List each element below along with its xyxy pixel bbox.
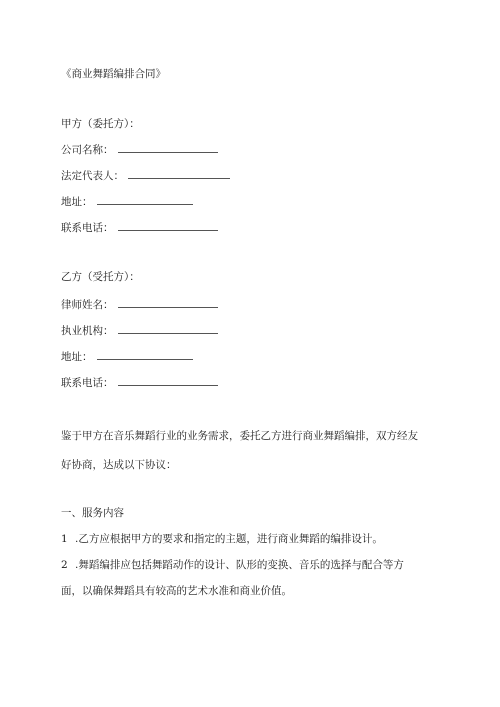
firm-label: 执业机构： — [61, 325, 114, 337]
party-a-heading: 甲方（委托方）： — [61, 118, 140, 130]
legal-rep-label: 法定代表人： — [61, 170, 124, 182]
party-a-company-row — [61, 142, 218, 157]
party-a-address-blank[interactable] — [97, 194, 193, 205]
party-b-heading: 乙方（受托方）： — [61, 271, 140, 283]
document-title: 《商业舞蹈编排合同》 — [61, 68, 166, 80]
party-a-phone-label: 联系电话： — [61, 222, 114, 234]
party-b-phone-blank[interactable] — [118, 375, 218, 386]
legal-rep-blank[interactable] — [128, 168, 230, 179]
section-1-item-2-line-1 — [61, 558, 404, 572]
item-2-text-line-1: .舞蹈编排应包括舞蹈动作的设计、队形的变换、音乐的选择与配合等方 — [75, 559, 404, 571]
party-b-phone-label: 联系电话： — [61, 377, 114, 389]
firm-blank[interactable] — [118, 323, 218, 334]
party-a-address-row — [61, 194, 193, 209]
section-1-item-1 — [61, 532, 383, 546]
party-b-address-blank[interactable] — [97, 349, 193, 360]
item-1-text: .乙方应根据甲方的要求和指定的主题，进行商业舞蹈的编排设计。 — [75, 533, 383, 545]
item-2-number: 2 — [61, 559, 68, 571]
party-a-address-label: 地址： — [61, 196, 93, 208]
party-b-address-row — [61, 349, 193, 364]
party-b-address-label: 地址： — [61, 351, 93, 363]
party-a-phone-row — [61, 220, 218, 235]
company-name-label: 公司名称： — [61, 144, 114, 156]
company-name-blank[interactable] — [118, 142, 218, 153]
preamble-line-1: 鉴于甲方在音乐舞蹈行业的业务需求，委托乙方进行商业舞蹈编排，双方经友 — [61, 430, 418, 442]
section-1-item-2-line-2: 面，以确保舞蹈具有较高的艺术水准和商业价值。 — [61, 585, 292, 597]
party-a-phone-blank[interactable] — [118, 220, 218, 231]
lawyer-name-label: 律师姓名： — [61, 299, 114, 311]
lawyer-name-blank[interactable] — [118, 297, 218, 308]
party-b-phone-row — [61, 375, 218, 390]
preamble-line-2: 好协商，达成以下协议： — [61, 459, 177, 471]
party-b-firm-row — [61, 323, 218, 338]
item-1-number: 1 — [61, 533, 68, 545]
party-b-lawyer-row — [61, 297, 218, 312]
party-a-legal-rep-row — [61, 168, 230, 183]
section-1-heading: 一、服务内容 — [61, 507, 124, 519]
